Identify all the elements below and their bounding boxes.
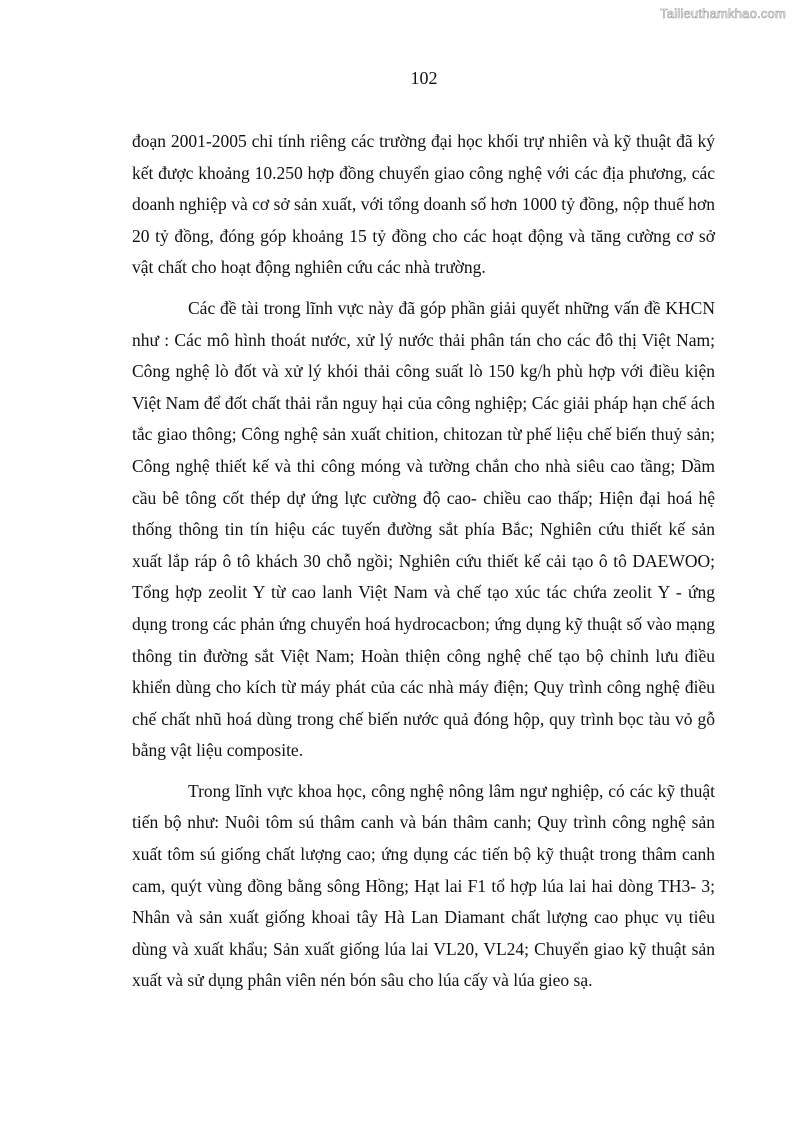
watermark: Tailieuthamkhao.com xyxy=(660,6,786,21)
paragraph-3: Trong lĩnh vực khoa học, công nghệ nông lâm ngư nghiệp, có các kỹ thuật tiến bộ như: Nuôi tôm sú thâm canh và bán thâm canh; Quy trình công nghệ sản xuất tôm sú giống chất lượng cao; ứng dụng các tiến bộ kỹ thuật trong thâm canh cam, quýt vùng đồng bằng sông Hồng; Hạt lai F1 tổ hợp lúa lai hai dòng TH3- 3; Nhân và sản xuất giống khoai tây Hà Lan Diamant chất lượng cao phục vụ tiêu dùng và xuất khẩu; Sản xuất giống lúa lai VL20, VL24; Chuyển giao kỹ thuật sản xuất và sử dụng phân viên nén bón sâu cho lúa cấy và lúa gieo sạ. xyxy=(132,780,715,991)
document-body xyxy=(132,126,715,997)
page-number: 102 xyxy=(410,68,438,88)
paragraph-2: Các đề tài trong lĩnh vực này đã góp phần giải quyết những vấn đề KHCN như : Các mô hình thoát nước, xử lý nước thải phân tán cho các đô thị Việt Nam; Công nghệ lò đốt và xử lý khói thải công suất lò 150 kg/h phù hợp với điều kiện Việt Nam để đốt chất thải rắn nguy hại của công nghiệp; Các giải pháp hạn chế ách tắc giao thông; Công nghệ sản xuất chition, chitozan từ phế liệu chế biến thuỷ sản; Công nghệ thiết kế và thi công móng và tường chắn cho nhà siêu cao tầng; Dầm cầu bê tông cốt thép dự ứng lực cường độ cao- chiều cao thấp; Hiện đại hoá hệ thống thông tin tín hiệu các tuyến đường sắt phía Bắc; Nghiên cứu thiết kế sản xuất lắp ráp ô tô khách 30 chỗ ngồi; Nghiên cứu thiết kế cải tạo ô tô DAEWOO; Tổng hợp zeolit Y từ cao lanh Việt Nam và chế tạo xúc tác chứa zeolit Y - ứng dụng trong các phản ứng chuyển hoá hydrocacbon; ứng dụng kỹ thuật số vào mạng thông tin đường sắt Việt Nam; Hoàn thiện công nghệ chế tạo bộ chỉnh lưu điều khiển dùng cho kích từ máy phát của các nhà máy điện; Quy trình công nghệ điều chế chất nhũ hoá dùng trong chế biến nước quả đóng hộp, quy trình bọc tàu vỏ gỗ bằng vật liệu composite. xyxy=(132,297,715,761)
paragraph-1: đoạn 2001-2005 chỉ tính riêng các trường đại học khối trự nhiên và kỹ thuật đã ký kết được khoảng 10.250 hợp đồng chuyển giao công nghệ với các địa phương, các doanh nghiệp và cơ sở sản xuất, với tổng doanh số hơn 1000 tỷ đồng, nộp thuế hơn 20 tỷ đồng, đóng góp khoảng 15 tỷ đồng cho các hoạt động và tăng cường cơ sở vật chất cho hoạt động nghiên cứu các nhà trường. xyxy=(132,131,715,278)
